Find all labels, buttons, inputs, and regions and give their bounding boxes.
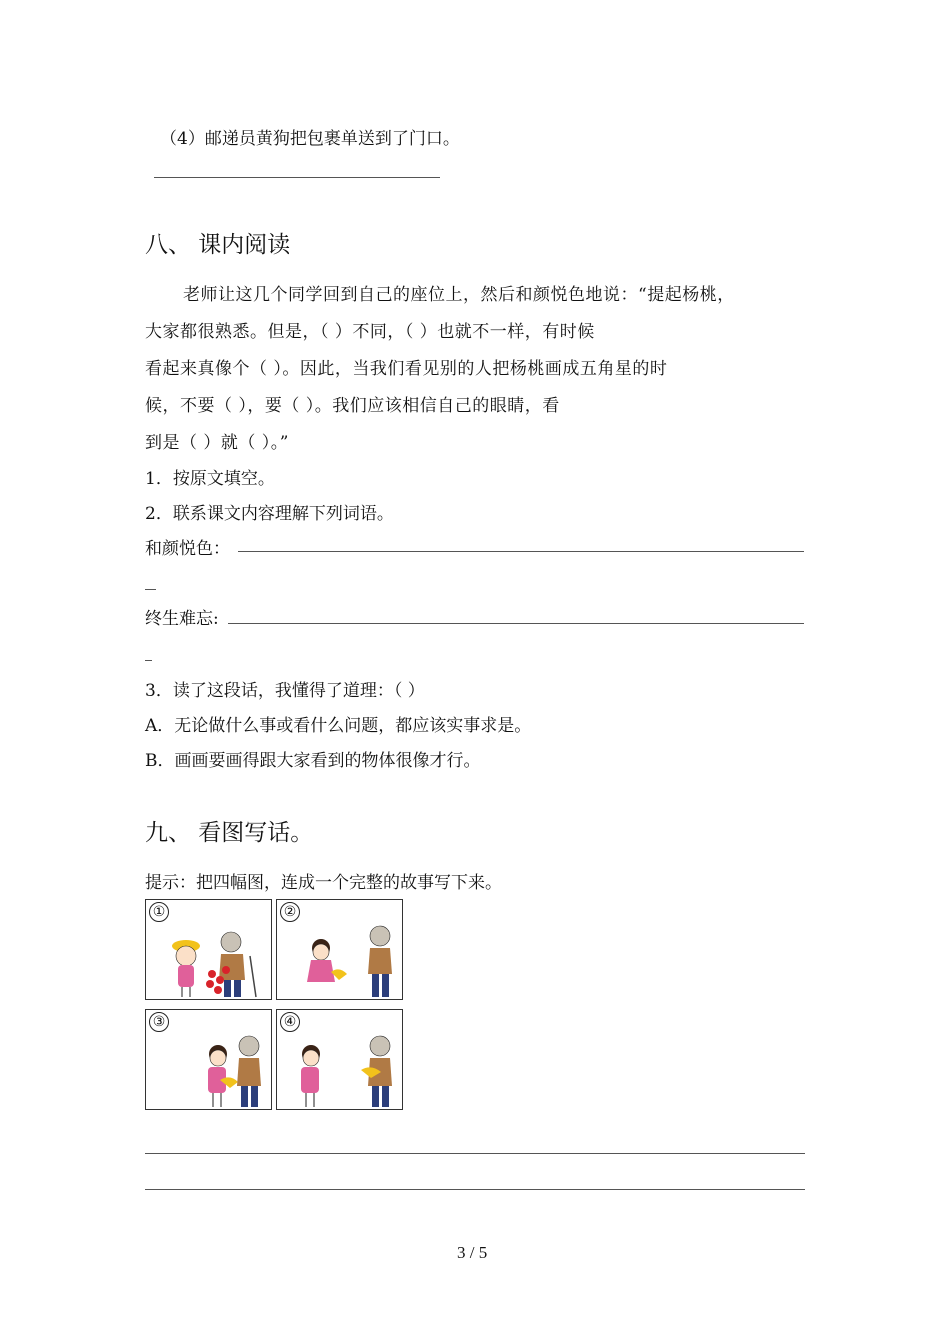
panel-number-2: ② bbox=[280, 902, 300, 922]
writing-line-1[interactable] bbox=[145, 1153, 805, 1154]
answer-line-q4 bbox=[154, 177, 440, 178]
paragraph-line-2: 大家都很熟悉。但是，（ ）不同，（ ）也就不一样，有时候 bbox=[145, 322, 595, 342]
paragraph-line-3: 看起来真像个（ ）。因此，当我们看见别的人把杨桃画成五角星的时 bbox=[145, 359, 668, 379]
word-2-label: 终生难忘: bbox=[145, 609, 219, 629]
question-1: 1．按原文填空。 bbox=[145, 469, 275, 489]
picture-panel-4 bbox=[276, 1009, 403, 1110]
page-number: 3 / 5 bbox=[457, 1243, 488, 1262]
section-9-title: 九、 看图写话。 bbox=[145, 820, 314, 846]
option-b: B．画画要画得跟大家看到的物体很像才行。 bbox=[145, 751, 481, 771]
question-2: 2．联系课文内容理解下列词语。 bbox=[145, 504, 394, 524]
answer-line-word-2-wrap bbox=[145, 660, 152, 661]
picture-panel-1 bbox=[145, 899, 272, 1000]
answer-line-word-1-wrap bbox=[145, 589, 156, 590]
word-1-label: 和颜悦色： bbox=[145, 539, 230, 559]
hint-text: 提示：把四幅图，连成一个完整的故事写下来。 bbox=[145, 873, 502, 893]
paragraph-line-5: 到是（ ）就（ ）。” bbox=[145, 433, 289, 453]
panel-number-3: ③ bbox=[149, 1012, 169, 1032]
section-8-title: 八、 课内阅读 bbox=[145, 232, 291, 258]
answer-line-word-2[interactable] bbox=[228, 623, 804, 624]
panel-number-1: ① bbox=[149, 902, 169, 922]
picture-panel-2 bbox=[276, 899, 403, 1000]
question-4-text: （4）邮递员黄狗把包裹单送到了门口。 bbox=[160, 129, 460, 149]
answer-line-word-1[interactable] bbox=[238, 551, 804, 552]
paragraph-line-4: 候，不要（ ），要（ ）。我们应该相信自己的眼睛，看 bbox=[145, 396, 560, 416]
panel-number-4: ④ bbox=[280, 1012, 300, 1032]
writing-line-2[interactable] bbox=[145, 1189, 805, 1190]
question-3: 3．读了这段话，我懂得了道理：（ ） bbox=[145, 681, 425, 701]
paragraph-line-1: 老师让这几个同学回到自己的座位上，然后和颜悦色地说：“提起杨桃， bbox=[183, 285, 735, 305]
option-a: A．无论做什么事或看什么问题，都应该实事求是。 bbox=[145, 716, 532, 736]
picture-panel-3 bbox=[145, 1009, 272, 1110]
